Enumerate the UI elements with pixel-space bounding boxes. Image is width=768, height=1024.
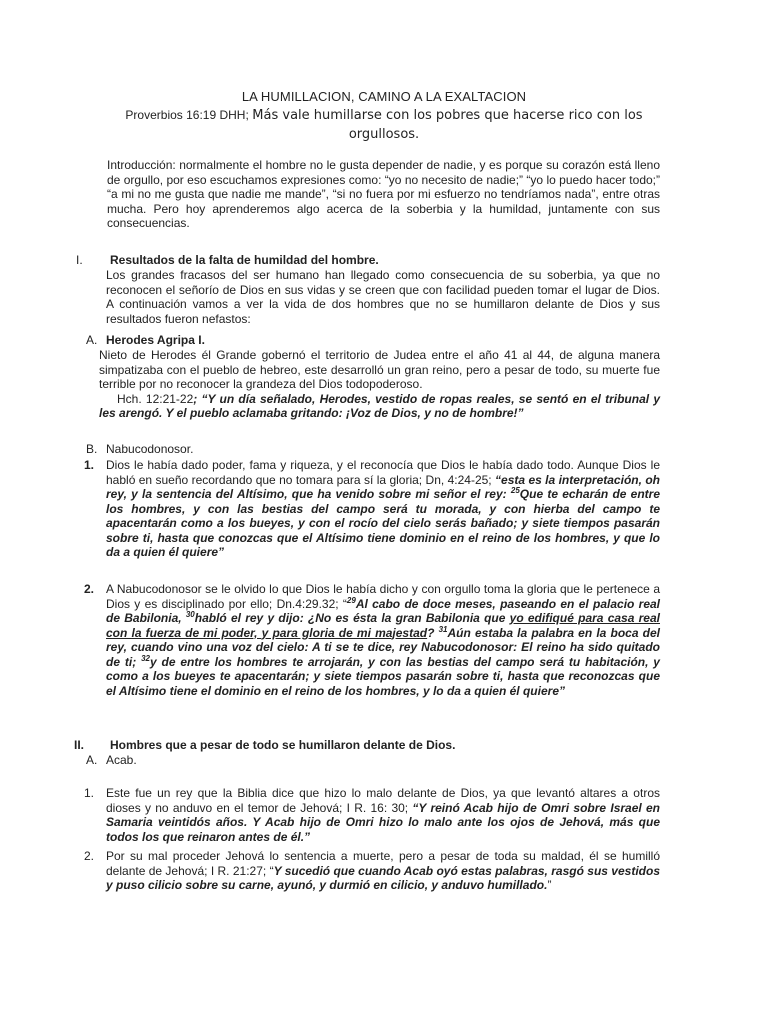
b2-verse-32: 32 [141, 653, 150, 663]
b2-marker: 2. [84, 582, 95, 596]
acab-1-paragraph [106, 786, 660, 844]
b2-verse-30: 30 [185, 610, 195, 619]
acab-2-paragraph [106, 849, 660, 893]
section-2-number: II. [74, 738, 85, 752]
herodes-ref: Hch. 12:21-22 [117, 391, 194, 406]
b2-quote-2: habló el rey y dijo: ¿No es ésta la gran Babilonia que [194, 611, 510, 625]
reference-label: Proverbios 16:19 DHH; [125, 108, 249, 122]
reference-quote: Más vale humillarse con los pobres que hacerse rico con los orgullosos. [252, 108, 643, 142]
herodes-text: Nieto de Herodes él Grande gobernó el territorio de Judea entre el año 41 al 44, de alguna manera simpatizaba con el pueblo de hebreo, este desarrolló un gran reino, pero a pesar de todo, su muerte fue terrible por no reconocer la grandeza del Dios todopoderoso. [99, 348, 660, 391]
section-1-heading: Resultados de la falta de humildad del hombre. [110, 253, 379, 267]
section-2-heading: Hombres que a pesar de todo se humillaron delante de Dios. [110, 738, 456, 752]
b2-paragraph [106, 582, 660, 698]
b2-verse-31: 31 [438, 624, 448, 634]
b1-paragraph [106, 458, 660, 560]
intro-paragraph: Introducción: normalmente el hombre no le gusta depender de nadie, y es porque su corazón está lleno de orgullo, por eso escuchamos expresiones como: “yo no necesito de nadie;” “yo lo puedo hacer todo;” “a mi no me gusta que nadie me mande”, “si no fuera por mi esfuerzo no tendríamos nada”, entre otras mucha. Pero hoy aprenderemos algo acerca de la soberbia y la humildad, juntamente con sus consecuencias. [107, 158, 660, 230]
b1-marker: 1. [84, 458, 95, 472]
herodes-paragraph [99, 348, 660, 421]
acab-2-text: Por su mal proceder Jehová lo sentencia a muerte, pero a pesar de toda su maldad, él se humilló delante de Jehová; I R. 21:27; “ [106, 849, 660, 878]
b1-quote-1: “esta es la interpretación, oh rey, y la sentencia del Altísimo, que ha venido sobre mi señor el rey: [106, 472, 660, 501]
subsection-2a-heading: Acab. [106, 753, 137, 767]
subsection-a-heading: Herodes Agripa I. [106, 333, 205, 347]
herodes-quote: ; “Y un día señalado, Herodes, vestido de ropas reales, se sentó en el tribunal y les arengó. Y el pueblo aclamaba gritando: ¡Voz de Dios, y no de hombre!” [99, 391, 660, 420]
b2-quote-underlined: yo edifiqué para casa real con la fuerza de mi poder, y para gloria de mi majestad [106, 611, 660, 640]
document-title: LA HUMILLACION, CAMINO A LA EXALTACION [241, 89, 527, 104]
b2-quote-1: Al cabo de doce meses, paseando en el palacio real de Babilonia, [106, 596, 661, 625]
subsection-b-marker: B. [86, 442, 98, 456]
acab-1-text: Este fue un rey que la Biblia dice que hizo lo malo delante de Dios, ya que levantó altares a otros dioses y no anduvo en el temor de Jehová; I R. 16: 30; [106, 786, 660, 815]
section-1-text: Los grandes fracasos del ser humano han llegado como consecuencia de su soberbia, ya que no reconocen el señorío de Dios en sus vidas y se creen que con facilidad pueden tomar el lugar de Dios. A continuación vamos a ver la vida de dos hombres que no se humillaron delante de Dios y sus resultados fueron nefastos: [106, 268, 660, 326]
subsection-2a-marker: A. [86, 753, 98, 767]
acab-2-quote: Y sucedió que cuando Acab oyó estas palabras, rasgó sus vestidos y puso cilicio sobre su carne, ayunó, y durmió en cilicio, y anduvo humillado. [106, 863, 660, 892]
b2-verse-29: 29 [346, 595, 356, 605]
subsection-a-marker: A. [86, 333, 98, 347]
acab-2-marker: 2. [84, 849, 95, 863]
b2-quote-4: Aún estaba la palabra en la boca del rey, cuando vino una voz del cielo: A ti se te dice, rey Nabucodonosor: El reino ha sido quitado de ti; [106, 625, 660, 669]
b1-text: Dios le había dado poder, fama y riqueza, y el reconocía que Dios le había dado todo. Aunque Dios le habló en sueño recordando que no tomara para sí la gloria; Dn, 4:24-25; [106, 458, 660, 487]
b1-verse-25: 25 [510, 486, 520, 495]
acab-1-quote: “Y reinó Acab hijo de Omri sobre Israel en Samaria veintidós años. Y Acab hijo de Omri hizo lo malo ante los ojos de Jehová, más que todos los que reinaron antes de él.” [106, 800, 661, 844]
section-1-number: I. [76, 253, 83, 267]
acab-2-quote-end: ” [547, 878, 552, 892]
b2-quote-5: y de entre los hombres te arrojarán, y con las bestias del campo será tu habitación, y como a los bueyes te apacentarán; y siete tiempos pasarán sobre ti, hasta que reconozcas que el Altísimo tiene el dominio en el reino de los hombres, y lo da a quien él quiere” [106, 654, 660, 698]
scripture-reference [100, 106, 668, 144]
subsection-b-heading: Nabucodonosor. [106, 442, 194, 456]
b1-quote-2: Que te echarán de entre los hombres, y con las bestias del campo será tu morada, y con hierba del campo te apacentarán como a los bueyes, y con el rocío del cielo serás bañado; y siete tiempos pasarán sobre ti, hasta que conozcas que el Altísimo tiene dominio en el reino de los hombres, y que lo da a quien él quiere” [106, 487, 661, 559]
b2-text: A Nabucodonosor se le olvido lo que Dios le había dicho y con orgullo toma la gloria que le pertenece a Dios y es disciplinado por ello; Dn.4:29.32; “ [106, 582, 660, 611]
b2-quote-3: ? [427, 625, 439, 640]
acab-1-marker: 1. [84, 786, 95, 800]
